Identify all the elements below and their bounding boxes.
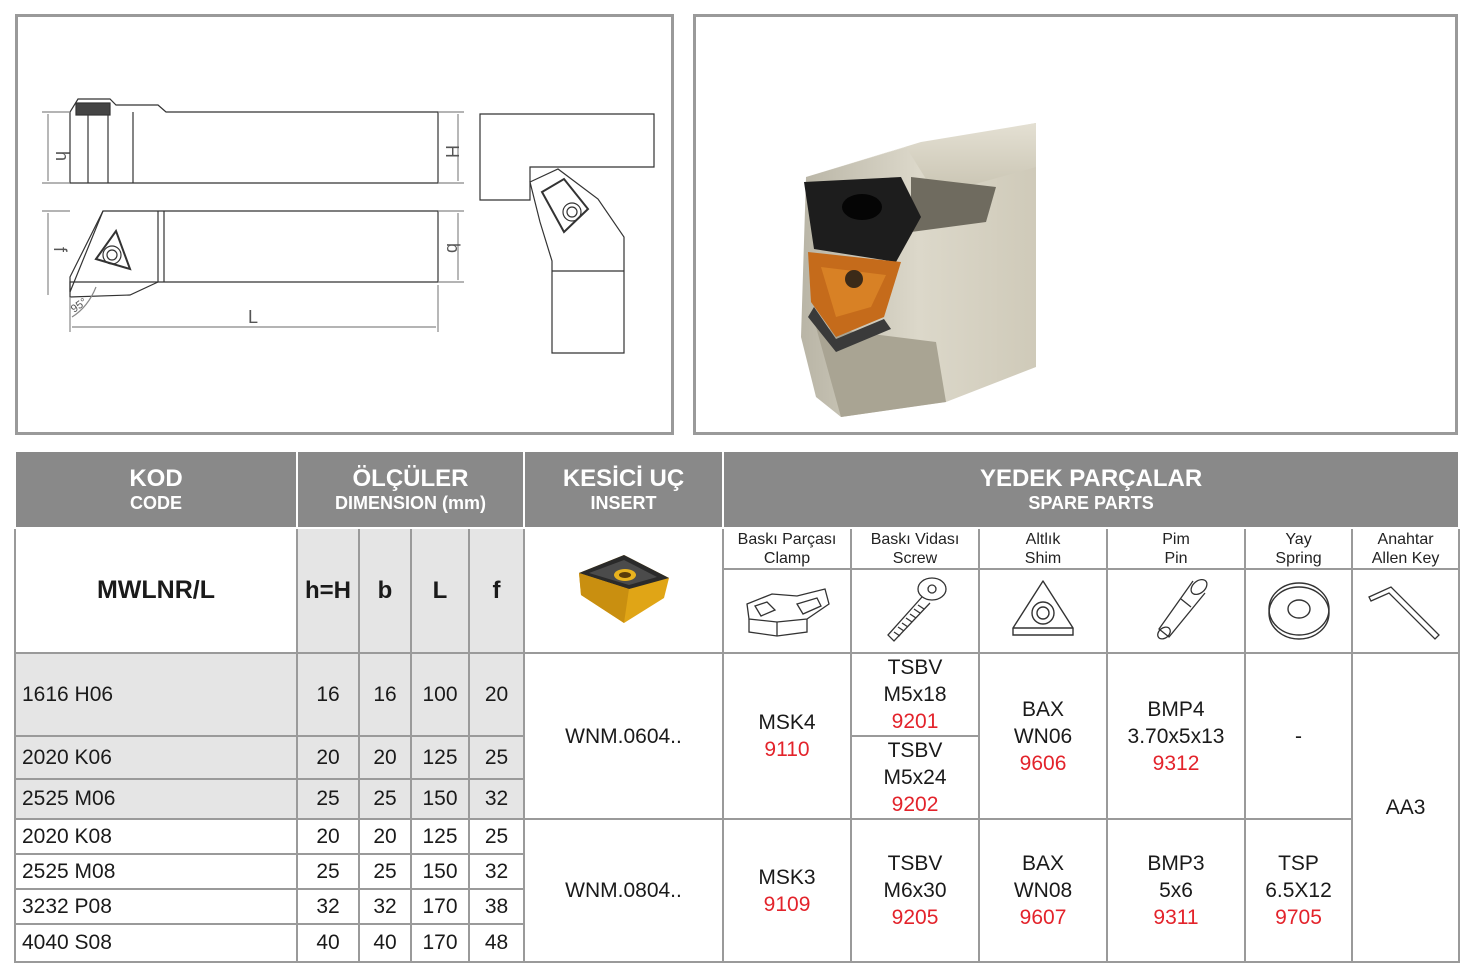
pin-cell-06 xyxy=(1107,653,1245,819)
insert-icon xyxy=(569,543,679,633)
screw-size: M5x24 xyxy=(883,766,947,789)
insert-code-06: WNM.0604.. xyxy=(524,653,723,819)
dim-col-L: L xyxy=(411,528,469,653)
shim-code: 9607 xyxy=(1019,906,1067,929)
insert-code-08: WNM.0804.. xyxy=(524,819,723,962)
table-cell-L: 150 xyxy=(411,779,469,819)
pin-cell-08 xyxy=(1107,819,1245,962)
clamp-label-en: Clamp xyxy=(763,549,811,567)
header-dimensions xyxy=(297,451,524,528)
dim-col-b: b xyxy=(359,528,411,653)
clamp-code: 9110 xyxy=(764,738,810,761)
allen-key-icon-cell xyxy=(1352,569,1459,653)
dim-col-hH: h=H xyxy=(297,528,359,653)
table-row-code: 2525 M08 xyxy=(15,854,297,889)
table-cell-b: 25 xyxy=(359,854,411,889)
shim-size: WN06 xyxy=(1013,724,1073,748)
spring-code: 9705 xyxy=(1275,906,1322,929)
screw-cell-06b xyxy=(851,736,979,819)
pin-code: 9312 xyxy=(1152,751,1200,775)
table-cell-L: 100 xyxy=(411,653,469,736)
table-cell-f: 20 xyxy=(469,653,524,736)
pin-icon-cell xyxy=(1107,569,1245,653)
screw-type: TSBV xyxy=(887,739,943,762)
header-insert xyxy=(524,451,723,528)
spare-col-spring xyxy=(1245,528,1352,569)
dim-label-L: L xyxy=(248,307,259,327)
table-cell-f: 25 xyxy=(469,819,524,854)
screw-icon-cell xyxy=(851,569,979,653)
screw-type: TSBV xyxy=(887,656,943,679)
screw-type: TSBV xyxy=(887,852,943,875)
shim-type: BAX xyxy=(1022,697,1065,721)
table-cell-L: 170 xyxy=(411,889,469,924)
table-cell-b: 25 xyxy=(359,779,411,819)
table-row-code: 2020 K08 xyxy=(15,819,297,854)
clamp-cell-06 xyxy=(723,653,851,819)
screw-size: M6x30 xyxy=(883,879,947,902)
spring-cell-06: - xyxy=(1245,653,1352,819)
spare-col-screw xyxy=(851,528,979,569)
screw-label-tr: Baskı Vidası xyxy=(870,530,960,548)
allen-key-cell: AA3 xyxy=(1352,653,1459,962)
table-cell-L: 125 xyxy=(411,736,469,779)
allen-key-icon xyxy=(1361,573,1451,645)
clamp-label-tr: Baskı Parçası xyxy=(737,530,837,548)
pin-label-tr: Pim xyxy=(1162,530,1190,548)
spring-icon-cell xyxy=(1245,569,1352,653)
dim-label-f: f xyxy=(50,247,70,253)
pin-size: 5x6 xyxy=(1159,879,1193,902)
pin-type: BMP4 xyxy=(1147,697,1205,721)
shim-cell-06 xyxy=(979,653,1107,819)
table-cell-L: 150 xyxy=(411,854,469,889)
header-code xyxy=(15,451,297,528)
dim-label-H: H xyxy=(442,145,462,158)
tool-holder-photo xyxy=(696,17,1455,432)
shim-icon xyxy=(1003,573,1083,645)
angle-label: 95° xyxy=(68,296,90,316)
shim-size: WN08 xyxy=(1013,879,1073,902)
screw-cell-06a xyxy=(851,653,979,736)
pin-icon xyxy=(1131,573,1221,645)
table-cell-h: 20 xyxy=(297,819,359,854)
shim-label-tr: Altlık xyxy=(1025,530,1061,548)
pin-label-en: Pin xyxy=(1164,549,1188,567)
allen-key-label-tr: Anahtar xyxy=(1377,530,1434,548)
header-spare-parts-subtitle: SPARE PARTS xyxy=(1028,492,1154,513)
header-spare-parts-title: YEDEK PARÇALAR xyxy=(979,464,1203,492)
insert-image-cell xyxy=(524,528,723,653)
clamp-code: 9109 xyxy=(763,892,811,916)
dim-label-h: h xyxy=(52,151,72,162)
header-code-subtitle: CODE xyxy=(129,492,182,513)
table-cell-h: 20 xyxy=(297,736,359,779)
model-code: MWLNR/L xyxy=(15,528,297,653)
table-row-code: 2020 K06 xyxy=(15,736,297,779)
table-cell-f: 25 xyxy=(469,736,524,779)
screw-code: 9202 xyxy=(891,793,939,816)
table-cell-h: 40 xyxy=(297,924,359,962)
pin-size: 3.70x5x13 xyxy=(1127,724,1225,748)
table-cell-f: 32 xyxy=(469,779,524,819)
table-cell-f: 32 xyxy=(469,854,524,889)
table-cell-f: 38 xyxy=(469,889,524,924)
specification-table xyxy=(14,450,1460,963)
clamp-icon xyxy=(737,574,837,644)
table-cell-h: 32 xyxy=(297,889,359,924)
table-cell-h: 16 xyxy=(297,653,359,736)
spring-type: TSP xyxy=(1278,852,1319,875)
table-cell-L: 170 xyxy=(411,924,469,962)
spring-label-en: Spring xyxy=(1275,549,1322,567)
spring-size: 6.5X12 xyxy=(1265,879,1332,902)
screw-code: 9205 xyxy=(891,906,939,929)
header-insert-subtitle: INSERT xyxy=(590,492,657,513)
screw-code: 9201 xyxy=(891,710,939,733)
table-row-code: 3232 P08 xyxy=(15,889,297,924)
table-cell-f: 48 xyxy=(469,924,524,962)
header-code-title: KOD xyxy=(129,464,183,492)
clamp-cell-08 xyxy=(723,819,851,962)
header-spare-parts xyxy=(723,451,1459,528)
tool-holder-drawing xyxy=(18,17,671,432)
technical-drawing-panel xyxy=(15,14,674,435)
table-row-code: 4040 S08 xyxy=(15,924,297,962)
table-cell-L: 125 xyxy=(411,819,469,854)
table-cell-h: 25 xyxy=(297,854,359,889)
screw-size: M5x18 xyxy=(883,683,947,706)
table-cell-b: 16 xyxy=(359,653,411,736)
shim-code: 9606 xyxy=(1019,751,1067,775)
header-dimensions-subtitle: DIMENSION (mm) xyxy=(335,492,487,513)
table-row-code: 2525 M06 xyxy=(15,779,297,819)
shim-cell-08 xyxy=(979,819,1107,962)
clamp-icon-cell xyxy=(723,569,851,653)
shim-label-en: Shim xyxy=(1024,549,1062,567)
table-cell-h: 25 xyxy=(297,779,359,819)
screw-cell-08 xyxy=(851,819,979,962)
shim-icon-cell xyxy=(979,569,1107,653)
table-row-code: 1616 H06 xyxy=(15,653,297,736)
spare-col-shim xyxy=(979,528,1107,569)
spare-col-clamp xyxy=(723,528,851,569)
spring-cell-08 xyxy=(1245,819,1352,962)
allen-key-label-en: Allen Key xyxy=(1371,549,1440,567)
table-cell-b: 20 xyxy=(359,736,411,779)
shim-type: BAX xyxy=(1022,852,1065,875)
table-cell-b: 32 xyxy=(359,889,411,924)
table-cell-b: 40 xyxy=(359,924,411,962)
spare-col-allen-key xyxy=(1352,528,1459,569)
product-photo-panel xyxy=(693,14,1458,435)
clamp-name: MSK3 xyxy=(758,865,816,889)
header-dimensions-title: ÖLÇÜLER xyxy=(352,464,469,492)
header-insert-title: KESİCİ UÇ xyxy=(562,464,685,492)
screw-label-en: Screw xyxy=(892,549,938,567)
dim-col-f: f xyxy=(469,528,524,653)
spring-label-tr: Yay xyxy=(1285,530,1312,548)
table-cell-b: 20 xyxy=(359,819,411,854)
spare-col-pin xyxy=(1107,528,1245,569)
pin-type: BMP3 xyxy=(1147,852,1205,875)
spring-icon xyxy=(1259,573,1339,645)
dim-label-b: b xyxy=(443,243,463,254)
screw-icon xyxy=(870,571,960,646)
pin-code: 9311 xyxy=(1153,906,1199,929)
clamp-name: MSK4 xyxy=(758,711,816,734)
